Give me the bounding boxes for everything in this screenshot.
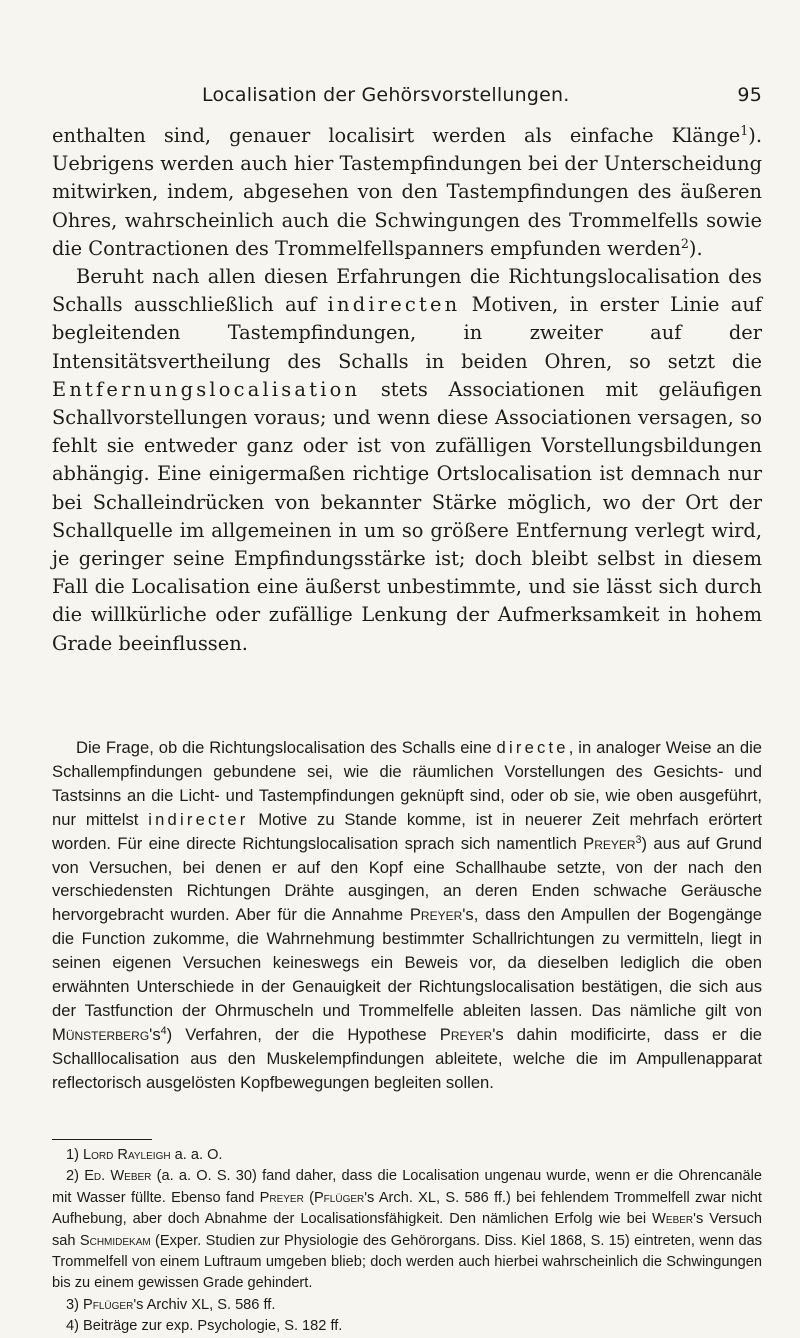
small-print-paragraph — [52, 736, 762, 1095]
footnotes — [52, 1145, 762, 1338]
paragraph-2 — [52, 263, 762, 658]
emphasis: indirecten — [327, 293, 461, 317]
footnote-ref-4: 4 — [160, 1024, 167, 1037]
footnote-mark: 2) — [66, 1168, 85, 1185]
text-run: ). Uebrigens werden auch hier Tastempfindungen bei der Unterscheidung mitwirken, indem, abgesehen von den Tastempfindungen des äußeren Ohres, wahrscheinlich auch die Schwingungen des Trommelfells sowie die Contractionen des Trommelfellspanners empfunden werden — [52, 124, 762, 260]
text-run: Die Frage, ob die Richtungslocalisation des Schalls eine — [76, 738, 497, 757]
page-number: 95 — [737, 84, 762, 106]
text-run: Motiven, in erster Linie auf begleitenden Tastempfindungen, in zweiter auf der Intensitätsvertheilung des Schalls in beiden Ohren, so setzt die — [52, 293, 762, 373]
page-title: Localisation der Gehörsvorstellungen. — [202, 84, 570, 106]
text-run: (Exper. Studien zur Physiologie des Gehörorgans. Diss. Kiel 1868, S. 15) eintreten, wenn das Trommelfell von einem Luftraum umgeben blieb; doch werden auch hierbei wahrscheinlich die Schwingungen bis zu einem gewissen Grade gehindert. — [52, 1232, 762, 1292]
author-name: Preyer — [583, 833, 636, 853]
running-head — [52, 84, 762, 114]
footnote-mark: 1) — [66, 1147, 84, 1163]
text-run: (a. a. O. S. 30) fand daher, dass die Localisation ungenau wurde, wenn er die Ohrencanäle mit Wasser füllte. Ebenso fand — [52, 1168, 762, 1206]
author-name: Münsterberg — [52, 1024, 150, 1044]
text-run: 's, dass den Ampullen der Bogengänge die Function zukomme, die Wahrnehmung bestimmter Schallrichtungen zu vermitteln, liegt in seinen eigenen Versuchen keineswegs ein Beweis vor, da dieselben lediglich die oben erwähnten Unterschiede in der Genauigkeit der Richtungslocalisation bestätigen, die sich aus der Tastfunction der Ohrmuscheln und Trommelfelle ableiten lassen. Das nämliche gilt von — [52, 905, 762, 1020]
emphasis: Entfernungslocalisation — [52, 377, 361, 401]
footnote-3 — [52, 1295, 762, 1316]
text-run: 's Archiv XL, S. 586 ff. — [133, 1296, 276, 1313]
author-name: Schmidekam — [79, 1232, 151, 1249]
text-run: Motive zu Stande komme, ist in neuerer Zeit mehrfach erörtert worden. Für eine directe Richtungslocalisation sprach sich namentlich — [52, 809, 762, 853]
text-run: 's Versuch sah — [52, 1211, 762, 1249]
author-name: Preyer — [259, 1189, 304, 1206]
author-name: Lord Rayleigh — [83, 1147, 171, 1163]
footnote-2 — [52, 1166, 762, 1294]
text-run: ( — [303, 1189, 314, 1206]
main-text — [52, 122, 762, 658]
emphasis: indirecter — [148, 809, 249, 829]
footnote-divider — [52, 1139, 152, 1140]
footnote-ref-2: 2 — [680, 235, 689, 251]
text-run: 's Arch. XL, S. 586 ff.) bei fehlendem Trommelfell zwar nicht Aufhebung, aber doch Abnahme der Localisationsfähigkeit. Den nämlichen Erfolg wie bei — [52, 1189, 762, 1228]
text-run: Beiträge zur exp. Psychologie, S. 182 ff. — [83, 1318, 343, 1335]
author-name: Weber — [652, 1211, 694, 1228]
text-run: a. a. O. — [170, 1147, 223, 1163]
author-name: Preyer — [439, 1024, 493, 1044]
text-run: ) aus auf Grund von Versuchen, bei denen er auf den Kopf eine Schallhaube setzte, von der nach den verschiedensten Richtungen Drähte ausgingen, an deren Enden schwache Geräusche hervorgebracht wurden. Aber für die Annahme — [52, 833, 762, 925]
text-run: ). — [688, 236, 703, 260]
text-run: Beruht nach allen diesen Erfahrungen die Richtungslocalisation des Schalls ausschließlich auf — [52, 265, 762, 317]
text-run: enthalten sind, genauer localisirt werden als einfache Klänge — [52, 124, 741, 147]
text-run: , in analoger Weise an die Schallempfindungen gebundene sei, wie die räumlichen Vorstellungen des Gesichts- und Tastsinns an die Licht- und Tastempfindungen geknüpft sind, oder ob sie, wie oben ausgeführt, nur mittelst — [52, 738, 762, 829]
footnote-ref-1: 1 — [740, 123, 749, 139]
text-run: ) Verfahren, der die Hypothese — [166, 1024, 440, 1044]
text-run: 's — [149, 1024, 161, 1044]
author-name: Preyer — [409, 905, 463, 925]
footnote-mark: 4) — [66, 1318, 84, 1335]
author-name: Pflüger — [83, 1296, 134, 1313]
author-name: Pflüger — [313, 1189, 365, 1206]
emphasis: directe — [496, 738, 569, 757]
paragraph-1 — [52, 122, 762, 263]
footnote-1 — [52, 1145, 762, 1166]
footnote-mark: 3) — [66, 1296, 84, 1313]
text-run: 's dahin modificirte, dass er die Schalllocalisation aus den Muskelempfindungen ableitete, welche die im Ampullenapparat reflectorisch ausgelösten Kopfbewegungen begleiten sollen. — [52, 1024, 762, 1092]
text-run: stets Associationen mit geläufigen Schallvorstellungen voraus; und wenn diese Associationen versagen, so fehlt sie entweder ganz oder ist von zufälligen Vorstellungsbildungen abhängig. Eine einigermaßen richtige Ortslocalisation ist demnach nur bei Schalleindrücken von bekannter Stärke möglich, wo der Ort der Schallquelle im allgemeinen in um so größere Entfernung verlegt wird, je geringer seine Empfindungsstärke ist; doch bleibt selbst in diesem Fall die Localisation eine äußerst unbestimmte, und sie lässt sich durch die willkürliche oder zufällige Lenkung der Aufmerksamkeit in hohem Grade beeinflussen. — [52, 377, 762, 655]
paragraph-3 — [52, 736, 762, 1095]
author-name: Ed. Weber — [84, 1168, 152, 1185]
footnote-ref-3: 3 — [635, 833, 642, 846]
footnote-4 — [52, 1316, 762, 1337]
